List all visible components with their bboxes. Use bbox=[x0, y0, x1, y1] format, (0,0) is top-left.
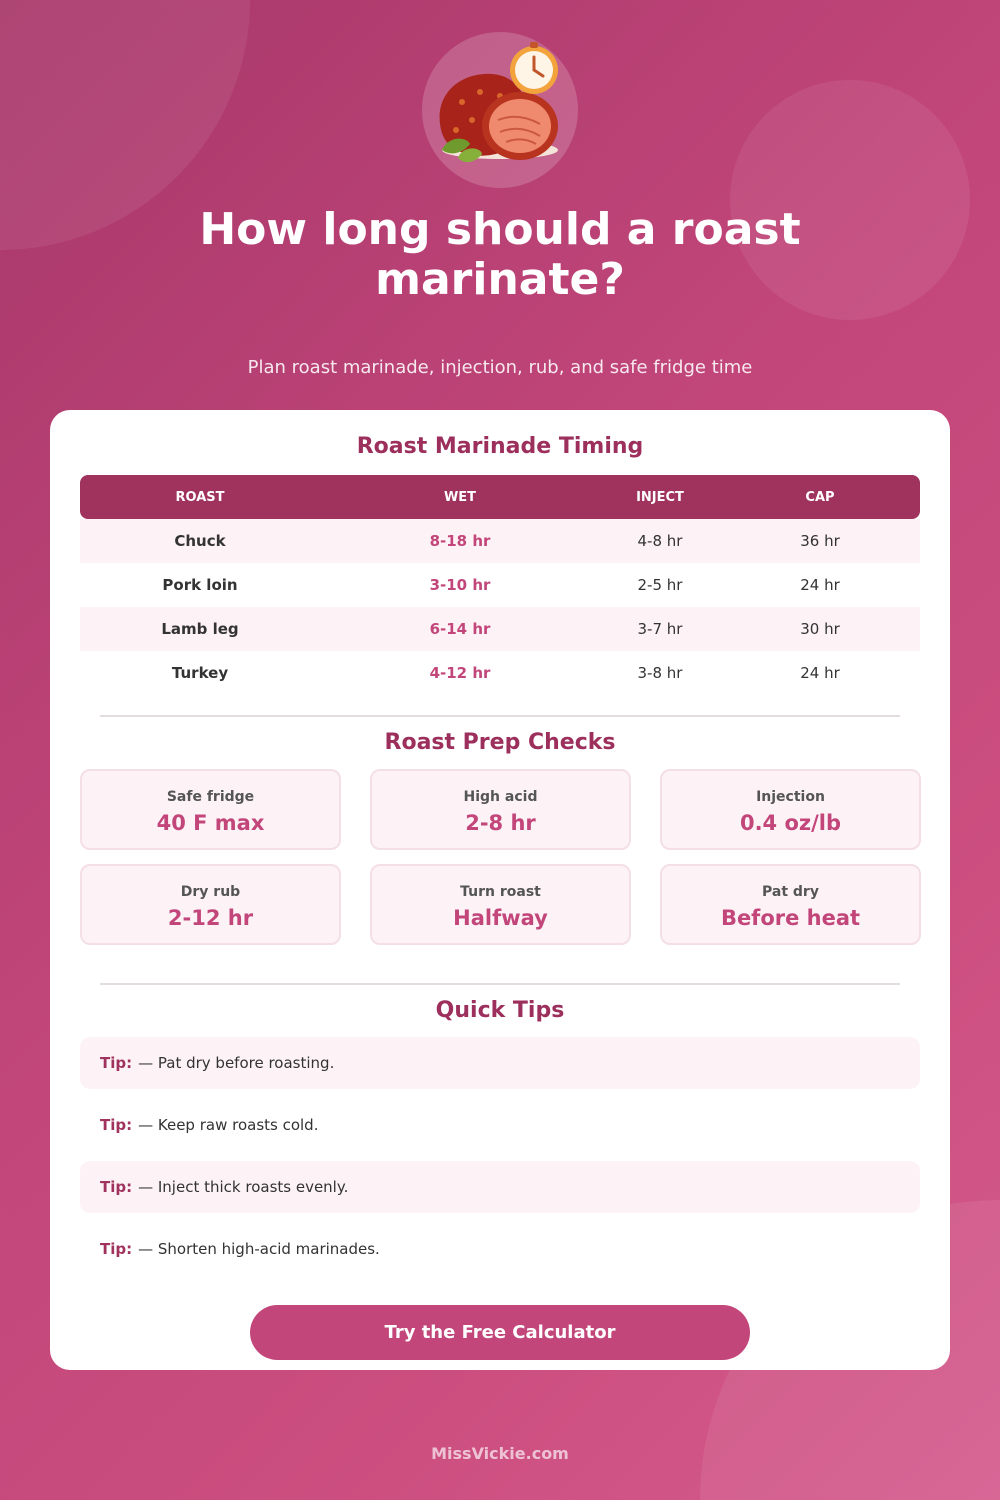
check-value: Before heat bbox=[720, 906, 861, 930]
check-card-pat-dry bbox=[660, 864, 921, 945]
cell-roast: Lamb leg bbox=[161, 620, 239, 638]
check-label: Pat dry bbox=[762, 884, 819, 900]
page-subtitle: Plan roast marinade, injection, rub, and safe fridge time bbox=[247, 357, 753, 378]
check-value: 40 F max bbox=[156, 811, 265, 835]
cell-cap: 36 hr bbox=[800, 532, 840, 550]
check-label: Turn roast bbox=[460, 884, 541, 900]
footer-brand[interactable]: MissVickie.com bbox=[431, 1444, 569, 1463]
cell-wet: 4-12 hr bbox=[429, 664, 491, 682]
cell-inject: 3-7 hr bbox=[637, 620, 683, 638]
table-header bbox=[80, 475, 920, 519]
cell-roast: Turkey bbox=[171, 664, 229, 682]
check-label: Injection bbox=[756, 789, 825, 805]
checks-section-title: Roast Prep Checks bbox=[384, 730, 616, 755]
cell-cap: 24 hr bbox=[800, 576, 840, 594]
tip-label: Tip: bbox=[100, 1054, 133, 1072]
tip-label: Tip: bbox=[100, 1178, 133, 1196]
page-title: How long should a roast marinate? bbox=[199, 204, 801, 305]
timing-section-title: Roast Marinade Timing bbox=[356, 434, 644, 459]
cell-wet: 6-14 hr bbox=[429, 620, 491, 638]
tip-item bbox=[80, 1161, 920, 1213]
tips-section-title: Quick Tips bbox=[435, 998, 565, 1023]
check-value: 2-8 hr bbox=[465, 811, 536, 835]
column-header-cap: CAP bbox=[805, 489, 835, 505]
cell-roast: Pork loin bbox=[162, 576, 238, 594]
tip-text: — Keep raw roasts cold. bbox=[138, 1116, 319, 1134]
tip-item bbox=[80, 1037, 920, 1089]
tip-text: — Shorten high-acid marinades. bbox=[138, 1240, 380, 1258]
cell-roast: Chuck bbox=[174, 532, 226, 550]
table-row bbox=[80, 519, 920, 563]
cell-inject: 3-8 hr bbox=[637, 664, 683, 682]
check-card-high-acid bbox=[370, 769, 631, 850]
check-label: Dry rub bbox=[180, 884, 241, 900]
table-row bbox=[80, 607, 920, 651]
cell-wet: 3-10 hr bbox=[429, 576, 491, 594]
tip-item bbox=[80, 1099, 920, 1151]
check-card-injection bbox=[660, 769, 921, 850]
cell-inject: 4-8 hr bbox=[637, 532, 683, 550]
check-label: Safe fridge bbox=[166, 789, 255, 805]
free-calculator-button[interactable]: Try the Free Calculator bbox=[250, 1305, 750, 1360]
check-card-dry-rub bbox=[80, 864, 341, 945]
cell-inject: 2-5 hr bbox=[637, 576, 683, 594]
table-row bbox=[80, 651, 920, 695]
check-card-turn-roast bbox=[370, 864, 631, 945]
check-value: 0.4 oz/lb bbox=[739, 811, 842, 835]
section-divider bbox=[100, 983, 900, 985]
column-header-inject: INJECT bbox=[636, 489, 684, 505]
check-value: 2-12 hr bbox=[167, 906, 254, 930]
check-label: High acid bbox=[463, 789, 538, 805]
section-divider bbox=[100, 715, 900, 717]
roast-meat-timer-icon bbox=[422, 32, 578, 188]
tip-label: Tip: bbox=[100, 1116, 133, 1134]
tip-text: — Inject thick roasts evenly. bbox=[138, 1178, 349, 1196]
check-value: Halfway bbox=[453, 906, 548, 930]
tip-item bbox=[80, 1223, 920, 1275]
timing-table bbox=[80, 475, 920, 695]
check-card-safe-fridge bbox=[80, 769, 341, 850]
tip-label: Tip: bbox=[100, 1240, 133, 1258]
column-header-roast: ROAST bbox=[175, 489, 225, 505]
table-row bbox=[80, 563, 920, 607]
cell-wet: 8-18 hr bbox=[429, 532, 491, 550]
tip-text: — Pat dry before roasting. bbox=[138, 1054, 335, 1072]
cell-cap: 30 hr bbox=[800, 620, 840, 638]
cell-cap: 24 hr bbox=[800, 664, 840, 682]
content-card bbox=[50, 410, 950, 1370]
column-header-wet: WET bbox=[443, 489, 477, 505]
